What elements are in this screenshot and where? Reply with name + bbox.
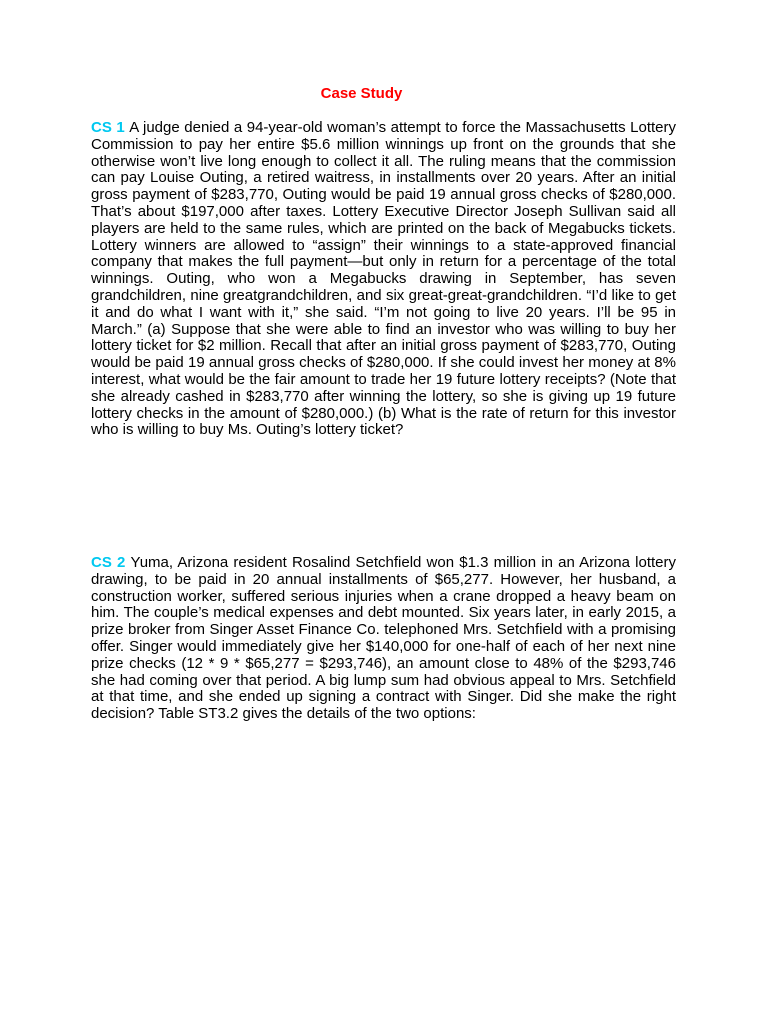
case-label: CS 1 (91, 119, 130, 136)
case-text: A judge denied a 94-year-old woman’s attempt to force the Massachusetts Lottery Commission to pay her entire $5.6 million winnings up front on the grounds that she otherwise won’t live long enough to collect it all. The ruling means that the commission can pay Louise Outing, a retired waitress, in installments over 20 years. After an initial gross payment of $283,770, Outing would be paid 19 annual gross checks of $280,000. That’s about $197,000 after taxes. Lottery Executive Director Joseph Sullivan said all players are held to the same rules, which are printed on the back of Megabucks tickets. Lottery winners are allowed to “assign” their winnings to a state-approved financial company that makes the full payment—but only in return for a percentage of the total winnings. Outing, who won a Megabucks drawing in September, has seven grandchildren, nine greatgrandchildren, and six great-great-grandchildren. “I’d like to get it and do what I want with it,” she said. “I’m not going to live 20 years. I’ll be 95 in March.” (a) Suppose that she were able to find an investor who was willing to buy her lottery ticket for $2 million. Recall that after an initial gross payment of $283,770, Outing would be paid 19 annual gross checks of $280,000. If she could invest her money at 8% interest, what would be the fair amount to trade her 19 future lottery receipts? (Note that she already cashed in $283,770 after winning the lottery, so she is giving up 19 future lottery checks in the amount of $280,000.) (b) What is the rate of return for this investor who is willing to buy Ms. Outing’s lottery ticket? (91, 119, 676, 439)
case-text: Yuma, Arizona resident Rosalind Setchfield won $1.3 million in an Arizona lottery drawing, to be paid in 20 annual installments of $65,277. However, her husband, a construction worker, suffered serious injuries when a crane dropped a heavy beam on him. The couple’s medical expenses and debt mounted. Six years later, in early 2015, a prize broker from Singer Asset Finance Co. telephoned Mrs. Setchfield with a promising offer. Singer would immediately give her $140,000 for one-half of each of her next nine prize checks (12 * 9 * $65,277 = $293,746), an amount close to 48% of the $293,746 she had coming over that period. A big lump sum had obvious appeal to Mrs. Setchfield at that time, and she ended up signing a contract with Singer. Did she make the right decision? Table ST3.2 gives the details of the two options: (91, 554, 677, 723)
case-label: CS 2 (91, 554, 131, 571)
document-title: Case Study (320, 85, 403, 102)
case-study-2 (91, 555, 676, 723)
case-study-1 (91, 120, 676, 439)
